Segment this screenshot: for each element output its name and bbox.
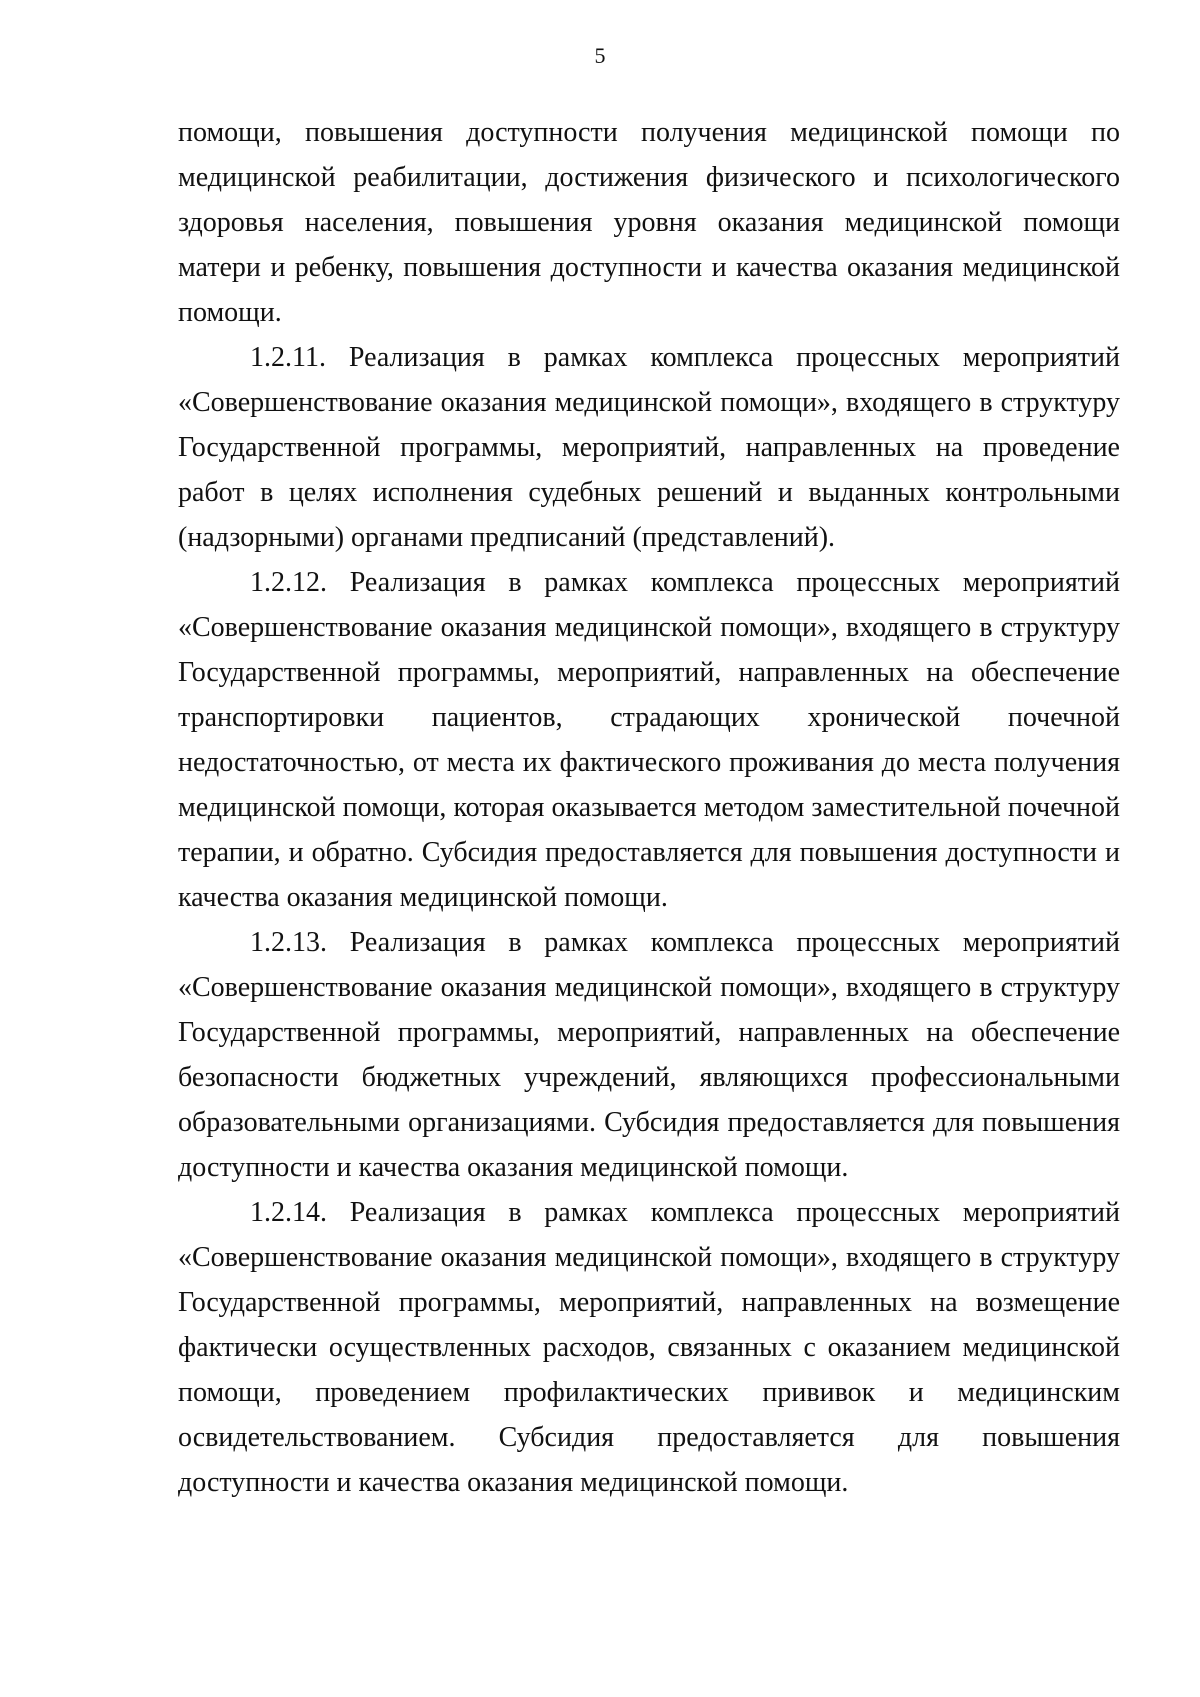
paragraph-number: 1.2.12. <box>250 567 327 598</box>
paragraph-1-2-12 <box>178 560 1120 920</box>
paragraph-1-2-13 <box>178 920 1120 1190</box>
page-number: 5 <box>594 43 606 68</box>
paragraph-continuation <box>178 110 1120 335</box>
paragraph-number: 1.2.13. <box>250 927 327 958</box>
document-body <box>178 110 1120 1505</box>
paragraph-text: помощи, повышения доступности получения медицинской помощи по медицинской реабилитации, достижения физического и психологического здоровья населения, повышения уровня оказания медицинской помощи матери и ребенку, повышения доступности и качества оказания медицинской помощи. <box>178 117 1120 328</box>
paragraph-text: Реализация в рамках комплекса процессных мероприятий «Совершенствование оказания медицинской помощи», входящего в структуру Государственной программы, мероприятий, направленных на возмещение фактически осуществленных расходов, связанных с оказанием медицинской помощи, проведением профилактических прививок и медицинским освидетельствованием. Субсидия предоставляется для повышения доступности и качества оказания медицинской помощи. <box>178 1197 1121 1498</box>
paragraph-text: Реализация в рамках комплекса процессных мероприятий «Совершенствование оказания медицинской помощи», входящего в структуру Государственной программы, мероприятий, направленных на обеспечение транспортировки пациентов, страдающих хронической почечной недостаточностью, от места их фактического проживания до места получения медицинской помощи, которая оказывается методом заместительной почечной терапии, и обратно. Субсидия предоставляется для повышения доступности и качества оказания медицинской помощи. <box>178 567 1121 913</box>
paragraph-number: 1.2.11. <box>250 342 326 373</box>
paragraph-1-2-11 <box>178 335 1120 560</box>
paragraph-text: Реализация в рамках комплекса процессных мероприятий «Совершенствование оказания медицинской помощи», входящего в структуру Государственной программы, мероприятий, направленных на проведение работ в целях исполнения судебных решений и выданных контрольными (надзорными) органами предписаний (представлений). <box>178 342 1121 553</box>
paragraph-1-2-14 <box>178 1190 1120 1505</box>
paragraph-text: Реализация в рамках комплекса процессных мероприятий «Совершенствование оказания медицинской помощи», входящего в структуру Государственной программы, мероприятий, направленных на обеспечение безопасности бюджетных учреждений, являющихся профессиональными образовательными организациями. Субсидия предоставляется для повышения доступности и качества оказания медицинской помощи. <box>178 927 1121 1183</box>
paragraph-number: 1.2.14. <box>250 1197 327 1228</box>
